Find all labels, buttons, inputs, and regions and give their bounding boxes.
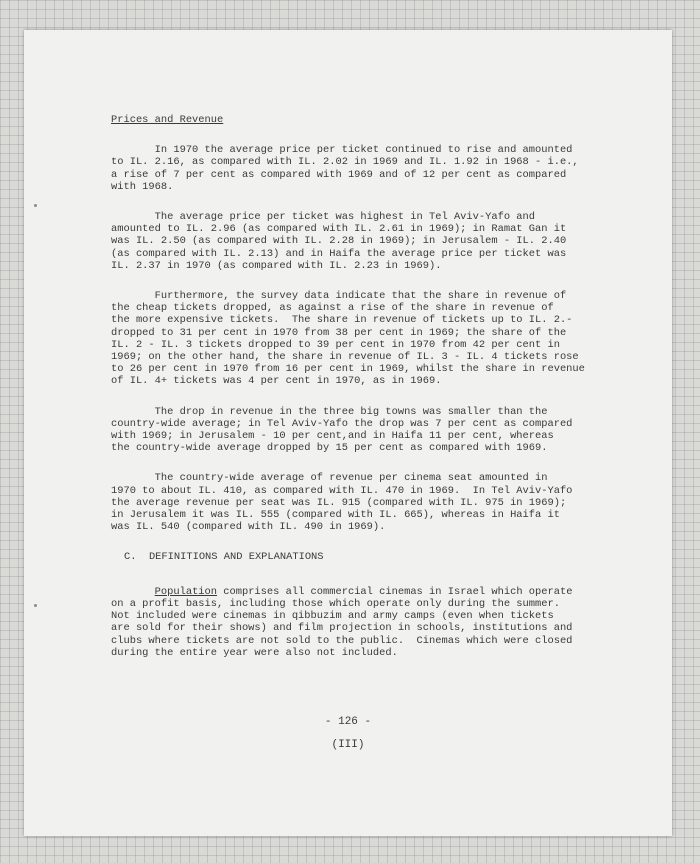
definition-text: comprises all commercial cinemas in Israel which operate on a profit basis, including those which operate only during the summer. Not included were cinemas in qibbuzim and army camps (even when tickets are sold for their shows) and film projection in schools, institutions and clubs where tickets are not sold to the public. Cinemas which were closed during the entire year were also not included.	[111, 585, 573, 659]
paragraph-population-definition	[111, 586, 651, 659]
page-roman-numeral: (III)	[331, 739, 365, 751]
paragraph-revenue-per-seat: The country-wide average of revenue per cinema seat amounted in 1970 to about IL. 410, as compared with IL. 470 in 1969. In Tel Aviv-Yafo the average revenue per seat was IL. 915 (compared with IL. 975 in 1969); in Jerusalem it was IL. 555 (compared with IL. 665), whereas in Haifa it was IL. 540 (compared with IL. 490 in 1969).	[111, 472, 573, 534]
punch-hole-mark	[34, 604, 37, 607]
paragraph-revenue-drop: The drop in revenue in the three big towns was smaller than the country-wide average; in Tel Aviv-Yafo the drop was 7 per cent as compared with 1969; in Jerusalem - 10 per cent,and in Haifa 11 per cent, whereas the country-wide average dropped by 15 per cent as compared with 1969.	[111, 405, 573, 455]
section-title: Prices and Revenue	[111, 114, 224, 126]
definition-indent	[111, 586, 155, 598]
punch-hole-mark	[34, 204, 37, 207]
paragraph-price-by-town: The average price per ticket was highest in Tel Aviv-Yafo and amounted to IL. 2.96 (as compared with IL. 2.61 in 1969); in Ramat Gan it was IL. 2.50 (as compared with IL. 2.28 in 1969); in Jerusalem - IL. 2.40 (as compared with IL. 2.13) and in Haifa the average price per ticket was IL. 2.37 in 1970 (as compared with IL. 2.23 in 1969).	[111, 211, 567, 272]
document-page	[24, 30, 672, 836]
paragraph-average-price: In 1970 the average price per ticket continued to rise and amounted to IL. 2.16, as compared with IL. 2.02 in 1969 and IL. 1.92 in 1968 - i.e., a rise of 7 per cent as compared with 1969 and of 12 per cent as compared with 1968.	[111, 144, 579, 193]
page-number: - 126 -	[324, 716, 372, 728]
paragraph-revenue-share: Furthermore, the survey data indicate that the share in revenue of the cheap tickets dropped, as against a rise of the share in revenue of the more expensive tickets. The share in revenue of tickets up to IL. 2.- dropped to 31 per cent in 1970 from 38 per cent in 1969; the share of the IL. 2 - IL. 3 tickets dropped to 39 per cent in 1970 from 42 per cent in 1969; on the other hand, the share in revenue of IL. 3 - IL. 4 tickets rose to 26 per cent in 1970 from 16 per cent in 1969, whilst the share in revenue of IL. 4+ tickets was 4 per cent in 1970, as in 1969.	[111, 290, 585, 388]
document-body	[111, 114, 651, 677]
definitions-heading: C. DEFINITIONS AND EXPLANATIONS	[124, 551, 324, 564]
definition-term: Population	[154, 585, 218, 598]
